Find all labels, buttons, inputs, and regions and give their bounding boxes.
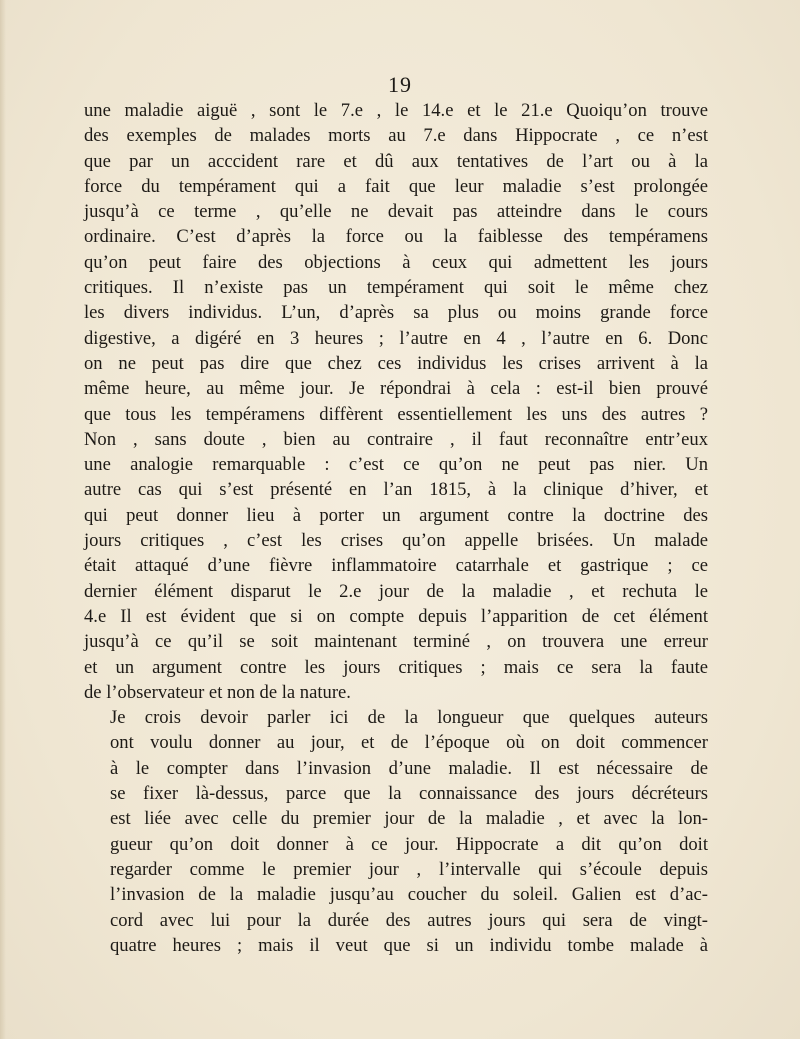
text-line: les divers individus. L’un, d’après sa plus ou moins grande force xyxy=(84,302,708,324)
paragraph-2 xyxy=(84,705,708,958)
text-line: quatre heures ; mais il veut que si un individu tombe malade à xyxy=(110,934,708,956)
text-line: est liée avec celle du premier jour de la maladie , et avec la lon- xyxy=(110,808,708,830)
text-line: on ne peut pas dire que chez ces individus les crises arrivent à la xyxy=(84,352,708,374)
text-line: était attaqué d’une fièvre inflammatoire catarrhale et gastrique ; ce xyxy=(84,555,708,577)
text-line: 4.e Il est évident que si on compte depuis l’apparition de cet élément xyxy=(84,605,708,627)
text-line: jusqu’à ce terme , qu’elle ne devait pas atteindre dans le cours xyxy=(84,201,708,223)
page-binding-edge xyxy=(0,0,6,1039)
text-line: qu’on peut faire des objections à ceux qui admettent les jours xyxy=(84,251,708,273)
text-line: autre cas qui s’est présenté en l’an 1815, à la clinique d’hiver, et xyxy=(84,479,708,501)
text-line: Non , sans doute , bien au contraire , il faut reconnaître entr’eux xyxy=(84,428,708,450)
body-text xyxy=(84,98,708,958)
text-line: des exemples de malades morts au 7.e dans Hippocrate , ce n’est xyxy=(84,125,708,147)
text-line: l’invasion de la maladie jusqu’au coucher du soleil. Galien est d’ac- xyxy=(110,884,708,906)
text-line: ont voulu donner au jour, et de l’époque où on doit commencer xyxy=(110,732,708,754)
text-line: cord avec lui pour la durée des autres jours qui sera de vingt- xyxy=(110,909,708,931)
text-line: ordinaire. C’est d’après la force ou la faiblesse des tempéramens xyxy=(84,226,708,248)
text-line: qui peut donner lieu à porter un argument contre la doctrine des xyxy=(84,504,708,526)
paragraph-1 xyxy=(84,98,708,705)
text-line: critiques. Il n’existe pas un tempérament qui soit le même chez xyxy=(84,277,708,299)
text-line: même heure, au même jour. Je répondrai à cela : est-il bien prouvé xyxy=(84,378,708,400)
text-line: que tous les tempéramens diffèrent essentiellement les uns des autres ? xyxy=(84,403,708,425)
text-line: à le compter dans l’invasion d’une maladie. Il est nécessaire de xyxy=(110,757,708,779)
text-line: digestive, a digéré en 3 heures ; l’autre en 4 , l’autre en 6. Donc xyxy=(84,327,708,349)
page-number: 19 xyxy=(388,72,412,97)
text-line: regarder comme le premier jour , l’intervalle qui s’écoule depuis xyxy=(110,858,708,880)
text-line: et un argument contre les jours critiques ; mais ce sera la faute xyxy=(84,656,708,678)
text-line: que par un acccident rare et dû aux tentatives de l’art ou à la xyxy=(84,150,708,172)
text-line: une maladie aiguë , sont le 7.e , le 14.e et le 21.e Quoiqu’on trouve xyxy=(84,100,708,121)
text-line: gueur qu’on doit donner à ce jour. Hippocrate a dit qu’on doit xyxy=(110,833,708,855)
text-line: force du tempérament qui a fait que leur maladie s’est prolongée xyxy=(84,175,708,197)
text-line: Je crois devoir parler ici de la longueur que quelques auteurs xyxy=(110,707,708,729)
text-line: de l’observateur et non de la nature. xyxy=(84,681,351,703)
text-line: jusqu’à ce qu’il se soit maintenant terminé , on trouvera une erreur xyxy=(84,631,708,653)
text-line: jours critiques , c’est les crises qu’on appelle brisées. Un malade xyxy=(84,530,708,552)
text-line: une analogie remarquable : c’est ce qu’on ne peut pas nier. Un xyxy=(84,454,708,476)
text-line: dernier élément disparut le 2.e jour de la maladie , et rechuta le xyxy=(84,580,708,602)
text-line: se fixer là-dessus, parce que la connaissance des jours décréteurs xyxy=(110,783,708,805)
